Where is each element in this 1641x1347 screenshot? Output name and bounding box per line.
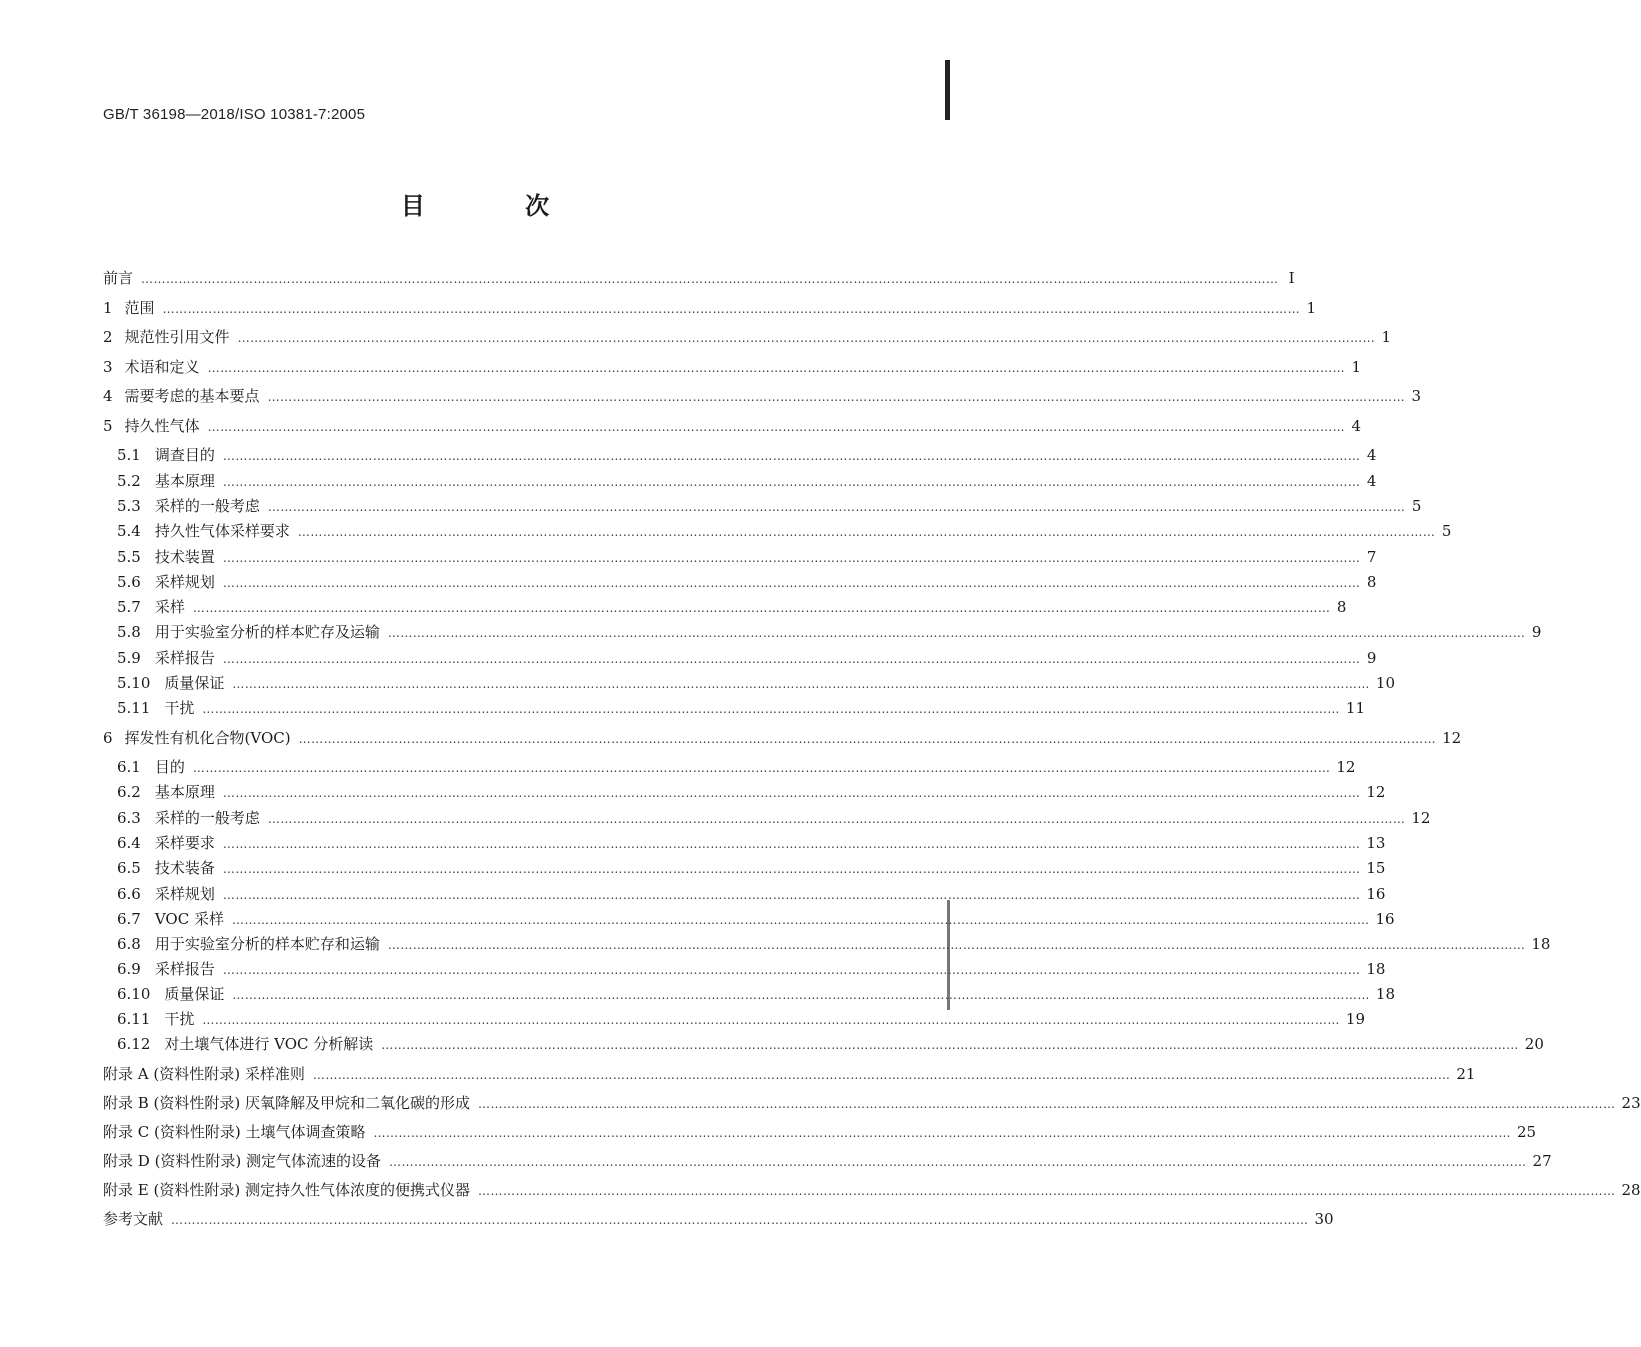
toc-entry-number: 5.9 xyxy=(117,649,141,667)
toc-entry-number: 6.10 xyxy=(117,985,151,1003)
toc-entry-number: 5.5 xyxy=(117,548,141,566)
toc-entry-text: 采样报告 xyxy=(154,649,215,667)
toc-leader-dots: ………………………………………………………………………………………………………………………………………………………………………………………………………………………………………………… xyxy=(477,1184,1616,1198)
toc-entry-page: 18 xyxy=(1366,960,1386,978)
toc-subentry[interactable] xyxy=(117,959,1386,979)
toc-entry-text: 基本原理 xyxy=(154,783,215,801)
toc-entry[interactable] xyxy=(103,298,1317,318)
toc-subentry[interactable] xyxy=(117,547,1377,567)
toc-leader-dots: ………………………………………………………………………………………………………………………………………………………………………………………………………………………………………………… xyxy=(267,390,1406,404)
toc-entry-number: 5.11 xyxy=(117,699,151,717)
toc-leader-dots: ………………………………………………………………………………………………………………………………………………………………………………………………………………………………………………… xyxy=(171,1213,1309,1227)
toc-entry-number: 6.5 xyxy=(117,859,141,877)
toc-entry-number: 1 xyxy=(103,299,113,317)
toc-leader-dots: ………………………………………………………………………………………………………………………………………………………………………………………………………………………………………………… xyxy=(267,812,1406,826)
toc-entry-text: 基本原理 xyxy=(154,472,215,490)
toc-leader-dots: ………………………………………………………………………………………………………………………………………………………………………………………………………………………………………………… xyxy=(237,331,1376,345)
toc-entry-number: 6.3 xyxy=(117,809,141,827)
toc-entry-page: 8 xyxy=(1336,598,1347,616)
toc-entry-text: 对土壤气体进行 VOC 分析解读 xyxy=(164,1035,374,1053)
toc-entry-number: 6.4 xyxy=(117,834,141,852)
toc-entry-text: 采样要求 xyxy=(154,834,215,852)
toc-subentry[interactable] xyxy=(117,858,1386,878)
toc-leader-dots: ………………………………………………………………………………………………………………………………………………………………………………………………………………………………………………… xyxy=(222,786,1361,800)
toc-entry-text: 持久性气体采样要求 xyxy=(154,522,290,540)
toc-subentry[interactable] xyxy=(117,782,1386,802)
toc-leader-dots: ………………………………………………………………………………………………………………………………………………………………………………………………………………………………………………… xyxy=(222,576,1361,590)
toc-appendix-entry[interactable] xyxy=(103,1180,1641,1200)
toc-entry[interactable] xyxy=(103,386,1422,406)
toc-subentry[interactable] xyxy=(117,471,1377,491)
toc-references-entry[interactable] xyxy=(103,1209,1334,1229)
toc-entry-number: 5.1 xyxy=(117,446,141,464)
toc-entry-page: 21 xyxy=(1456,1065,1476,1083)
toc-entry-number: 6.6 xyxy=(117,885,141,903)
toc-entry-page: 12 xyxy=(1411,809,1431,827)
toc-subentry[interactable] xyxy=(117,698,1366,718)
toc-leader-dots: ………………………………………………………………………………………………………………………………………………………………………………………………………………………………………………… xyxy=(192,761,1331,775)
toc-entry-text: 采样报告 xyxy=(154,960,215,978)
toc-entry-page: Ⅰ xyxy=(1288,269,1295,287)
toc-entry-number: 5.6 xyxy=(117,573,141,591)
toc-subentry[interactable] xyxy=(117,648,1377,668)
toc-entry-page: 13 xyxy=(1366,834,1386,852)
toc-entry-text: 附录 C (资料性附录) 土壤气体调查策略 xyxy=(103,1123,366,1141)
toc-entry-page: 9 xyxy=(1366,649,1377,667)
toc-entry-page: 30 xyxy=(1314,1210,1334,1228)
toc-entry-text: 附录 B (资料性附录) 厌氧降解及甲烷和二氧化碳的形成 xyxy=(103,1094,471,1112)
page-title: 目 次 xyxy=(400,192,596,220)
toc-entry-number: 5.8 xyxy=(117,623,141,641)
toc-subentry[interactable] xyxy=(117,909,1395,929)
toc-entry-text: 范围 xyxy=(124,299,155,317)
toc-leader-dots: ………………………………………………………………………………………………………………………………………………………………………………………………………………………………………………… xyxy=(231,913,1370,927)
toc-entry-text: 质量保证 xyxy=(164,985,225,1003)
toc-leader-dots: ………………………………………………………………………………………………………………………………………………………………………………………………………………………………………………… xyxy=(297,525,1436,539)
toc-entry-page: 12 xyxy=(1366,783,1386,801)
toc-entry-text: 术语和定义 xyxy=(124,358,200,376)
toc-entry-page: 16 xyxy=(1375,910,1395,928)
toc-subentry[interactable] xyxy=(117,833,1386,853)
toc-entry-page: 28 xyxy=(1621,1181,1641,1199)
toc-appendix-entry[interactable] xyxy=(103,1151,1552,1171)
toc-subentry[interactable] xyxy=(117,673,1396,693)
toc-entry-number: 5.3 xyxy=(117,497,141,515)
toc-subentry[interactable] xyxy=(117,1034,1544,1054)
toc-subentry[interactable] xyxy=(117,445,1377,465)
toc-entry-page: 19 xyxy=(1345,1010,1366,1028)
toc-entry-page: 4 xyxy=(1366,446,1377,464)
toc-entry-page: 18 xyxy=(1531,935,1551,953)
toc-leader-dots: ………………………………………………………………………………………………………………………………………………………………………………………………………………………………………………… xyxy=(389,1155,1527,1169)
toc-entry-page: 11 xyxy=(1345,699,1366,717)
toc-entry-text: 采样 xyxy=(154,598,185,616)
toc-entry-number: 4 xyxy=(103,387,113,405)
toc-entry-number: 2 xyxy=(103,328,113,346)
toc-leader-dots: ………………………………………………………………………………………………………………………………………………………………………………………………………………………………………………… xyxy=(192,601,1331,615)
toc-entry-number: 6.7 xyxy=(117,910,141,928)
toc-entry-text: 规范性引用文件 xyxy=(124,328,230,346)
toc-entry-page: 4 xyxy=(1366,472,1377,490)
toc-leader-dots: ………………………………………………………………………………………………………………………………………………………………………………………………………………………………………………… xyxy=(478,1097,1616,1111)
toc-leader-dots: ………………………………………………………………………………………………………………………………………………………………………………………………………………………………………………… xyxy=(232,677,1370,691)
toc-entry-text: VOC 采样 xyxy=(154,910,224,928)
toc-subentry[interactable] xyxy=(117,521,1452,541)
toc-entry-text: 目的 xyxy=(154,758,185,776)
toc-entry-number: 6.9 xyxy=(117,960,141,978)
toc-leader-dots: ………………………………………………………………………………………………………………………………………………………………………………………………………………………………………………… xyxy=(141,272,1279,286)
toc-subentry[interactable] xyxy=(117,757,1356,777)
toc-leader-dots: ………………………………………………………………………………………………………………………………………………………………………………………………………………………………………………… xyxy=(222,551,1361,565)
toc-subentry[interactable] xyxy=(117,808,1431,828)
toc-leader-dots: ………………………………………………………………………………………………………………………………………………………………………………………………………………………………………………… xyxy=(267,500,1406,514)
toc-subentry[interactable] xyxy=(117,622,1542,642)
toc-leader-dots: ………………………………………………………………………………………………………………………………………………………………………………………………………………………………………………… xyxy=(207,420,1346,434)
toc-entry-text: 附录 D (资料性附录) 测定气体流速的设备 xyxy=(103,1152,382,1170)
toc-entry-text: 采样的一般考虑 xyxy=(154,809,260,827)
toc-leader-dots: ………………………………………………………………………………………………………………………………………………………………………………………………………………………………………………… xyxy=(232,988,1370,1002)
toc-entry[interactable] xyxy=(103,357,1362,377)
toc-entry-page: 18 xyxy=(1375,985,1396,1003)
toc-entry-number: 6.8 xyxy=(117,935,141,953)
toc-entry[interactable] xyxy=(103,728,1462,748)
toc-leader-dots: ………………………………………………………………………………………………………………………………………………………………………………………………………………………………………………… xyxy=(162,302,1301,316)
toc-entry-page: 12 xyxy=(1442,729,1462,747)
toc-entry-page: 16 xyxy=(1366,885,1386,903)
toc-entry-page: 1 xyxy=(1306,299,1317,317)
toc-entry-text: 采样的一般考虑 xyxy=(154,497,260,515)
toc-entry-text: 采样规划 xyxy=(154,885,215,903)
toc-entry-page: 10 xyxy=(1375,674,1396,692)
toc-subentry[interactable] xyxy=(117,984,1396,1004)
toc-entry-page: 5 xyxy=(1411,497,1422,515)
scan-edge-mark xyxy=(945,60,950,120)
toc-entry-number: 6 xyxy=(103,729,113,747)
toc-leader-dots: ………………………………………………………………………………………………………………………………………………………………………………………………………………………………………………… xyxy=(222,862,1361,876)
toc-entry-number: 6.2 xyxy=(117,783,141,801)
toc-entry-page: 1 xyxy=(1381,328,1392,346)
toc-entry-number: 3 xyxy=(103,358,113,376)
toc-entry-number: 5.10 xyxy=(117,674,151,692)
toc-entry-page: 5 xyxy=(1441,522,1452,540)
toc-entry-text: 用于实验室分析的样本贮存及运输 xyxy=(154,623,380,641)
toc-entry-page: 7 xyxy=(1366,548,1377,566)
toc-entry-text: 技术装备 xyxy=(154,859,215,877)
toc-entry-page: 27 xyxy=(1532,1152,1552,1170)
toc-leader-dots: ………………………………………………………………………………………………………………………………………………………………………………………………………………………………………………… xyxy=(298,732,1437,746)
toc-entry-number: 6.1 xyxy=(117,758,141,776)
toc-subentry[interactable] xyxy=(117,934,1551,954)
toc-entry-number: 5.7 xyxy=(117,598,141,616)
toc-subentry[interactable] xyxy=(117,1009,1366,1029)
toc-entry-text: 参考文献 xyxy=(103,1210,164,1228)
toc-entry-page: 12 xyxy=(1336,758,1356,776)
toc-subentry[interactable] xyxy=(117,572,1377,592)
toc-leader-dots: ………………………………………………………………………………………………………………………………………………………………………………………………………………………………………………… xyxy=(207,361,1346,375)
toc-subentry[interactable] xyxy=(117,884,1386,904)
toc-leader-dots: ………………………………………………………………………………………………………………………………………………………………………………………………………………………………………………… xyxy=(222,888,1361,902)
toc-leader-dots: ………………………………………………………………………………………………………………………………………………………………………………………………………………………………………………… xyxy=(222,837,1361,851)
toc-leader-dots: ………………………………………………………………………………………………………………………………………………………………………………………………………………………………………………… xyxy=(222,963,1361,977)
toc-entry-page: 4 xyxy=(1351,417,1362,435)
toc-entry-page: 8 xyxy=(1366,573,1377,591)
toc-entry-text: 调查目的 xyxy=(154,446,215,464)
toc-leader-dots: ………………………………………………………………………………………………………………………………………………………………………………………………………………………………………………… xyxy=(222,449,1361,463)
standard-number-header: GB/T 36198—2018/ISO 10381-7:2005 xyxy=(103,106,366,123)
toc-entry-text: 质量保证 xyxy=(164,674,225,692)
toc-entry-text: 需要考虑的基本要点 xyxy=(124,387,260,405)
toc-leader-dots: ………………………………………………………………………………………………………………………………………………………………………………………………………………………………………………… xyxy=(381,1038,1519,1052)
toc-appendix-entry[interactable] xyxy=(103,1093,1641,1113)
toc-entry-page: 9 xyxy=(1531,623,1542,641)
toc-entry-text: 附录 E (资料性附录) 测定持久性气体浓度的便携式仪器 xyxy=(103,1181,470,1199)
toc-entry-number: 5 xyxy=(103,417,113,435)
toc-entry-page: 20 xyxy=(1524,1035,1544,1053)
toc-entry-text: 采样规划 xyxy=(154,573,215,591)
toc-entry[interactable] xyxy=(103,327,1392,347)
toc-leader-dots: ………………………………………………………………………………………………………………………………………………………………………………………………………………………………………………… xyxy=(202,702,1340,716)
toc-leader-dots: ………………………………………………………………………………………………………………………………………………………………………………………………………………………………………………… xyxy=(222,652,1361,666)
toc-appendix-entry[interactable] xyxy=(103,1122,1537,1142)
toc-entry-text: 持久性气体 xyxy=(124,417,200,435)
toc-leader-dots: ………………………………………………………………………………………………………………………………………………………………………………………………………………………………………………… xyxy=(312,1068,1451,1082)
toc-leader-dots: ………………………………………………………………………………………………………………………………………………………………………………………………………………………………………………… xyxy=(373,1126,1511,1140)
toc-entry-page: 3 xyxy=(1411,387,1422,405)
toc-entry[interactable] xyxy=(103,268,1295,288)
toc-entry-text: 干扰 xyxy=(164,699,195,717)
toc-entry-text: 前言 xyxy=(103,269,134,287)
toc-entry-number: 5.4 xyxy=(117,522,141,540)
toc-subentry[interactable] xyxy=(117,597,1347,617)
toc-entry-page: 15 xyxy=(1366,859,1386,877)
toc-entry-text: 用于实验室分析的样本贮存和运输 xyxy=(154,935,380,953)
toc-entry-number: 5.2 xyxy=(117,472,141,490)
toc-entry[interactable] xyxy=(103,416,1362,436)
toc-appendix-entry[interactable] xyxy=(103,1064,1476,1084)
toc-subentry[interactable] xyxy=(117,496,1422,516)
toc-entry-page: 1 xyxy=(1351,358,1362,376)
toc-entry-text: 挥发性有机化合物(VOC) xyxy=(124,729,291,747)
toc-leader-dots: ………………………………………………………………………………………………………………………………………………………………………………………………………………………………………………… xyxy=(222,475,1361,489)
toc-entry-text: 技术装置 xyxy=(154,548,215,566)
toc-entry-text: 干扰 xyxy=(164,1010,195,1028)
toc-entry-page: 23 xyxy=(1621,1094,1641,1112)
toc-leader-dots: ………………………………………………………………………………………………………………………………………………………………………………………………………………………………………………… xyxy=(387,626,1526,640)
toc-leader-dots: ………………………………………………………………………………………………………………………………………………………………………………………………………………………………………………… xyxy=(202,1013,1340,1027)
toc-entry-number: 6.12 xyxy=(117,1035,151,1053)
toc-entry-number: 6.11 xyxy=(117,1010,151,1028)
toc-entry-page: 25 xyxy=(1517,1123,1537,1141)
toc-leader-dots: ………………………………………………………………………………………………………………………………………………………………………………………………………………………………………………… xyxy=(387,938,1526,952)
toc-entry-text: 附录 A (资料性附录) 采样准则 xyxy=(103,1065,305,1083)
